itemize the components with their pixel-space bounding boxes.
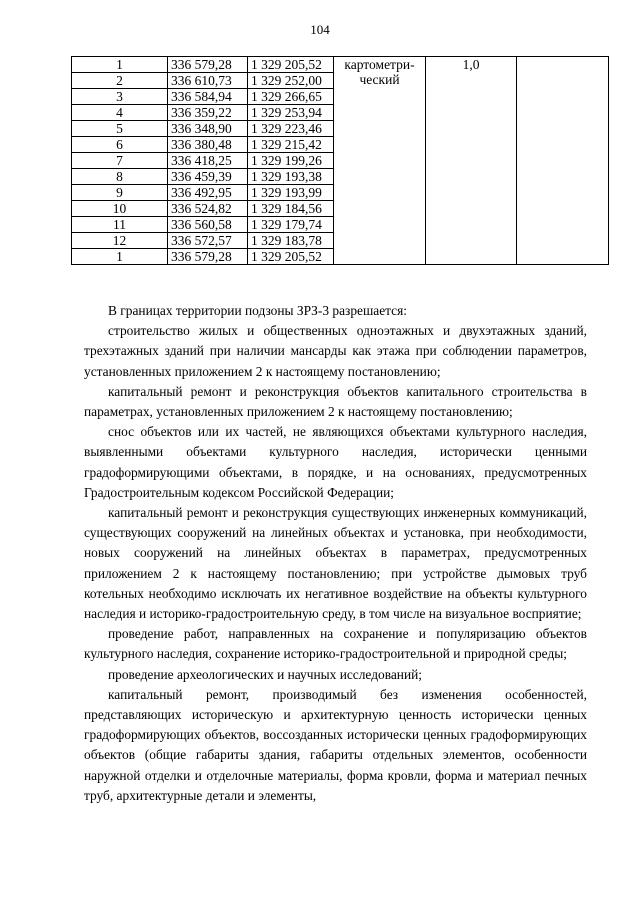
y-coordinate-cell: 1 329 205,52 <box>248 57 334 73</box>
x-coordinate-cell: 336 524,82 <box>168 201 248 217</box>
accuracy-cell: 1,0 <box>426 57 517 265</box>
x-coordinate-cell: 336 418,25 <box>168 153 248 169</box>
x-coordinate-cell: 336 610,73 <box>168 73 248 89</box>
empty-cell <box>517 57 609 265</box>
paragraph-item: снос объектов или их частей, не являющихся объектами культурного наследия, выявленными объектами культурного наследия, исторически ценными градоформирующими объектами, в порядке, и на основаниях, предусмотренных Градостроительным кодексом Российской Федерации; <box>84 424 587 500</box>
x-coordinate-cell: 336 380,48 <box>168 137 248 153</box>
x-coordinate-cell: 336 579,28 <box>168 249 248 265</box>
y-coordinate-cell: 1 329 193,38 <box>248 169 334 185</box>
point-number-cell: 8 <box>72 169 168 185</box>
x-coordinate-cell: 336 579,28 <box>168 57 248 73</box>
point-number-cell: 4 <box>72 105 168 121</box>
x-coordinate-cell: 336 348,90 <box>168 121 248 137</box>
page-number: 104 <box>310 22 330 37</box>
point-number-cell: 3 <box>72 89 168 105</box>
paragraph-item: капитальный ремонт и реконструкция объектов капитального строительства в параметрах, установленных приложением 2 к настоящему постановлению; <box>84 383 587 420</box>
method-text: картометри- <box>344 57 415 72</box>
table-row <box>72 57 609 73</box>
point-number-cell: 1 <box>72 57 168 73</box>
y-coordinate-cell: 1 329 215,42 <box>248 137 334 153</box>
body-text <box>84 301 587 806</box>
method-text: ческий <box>359 72 400 87</box>
point-number-cell: 5 <box>72 121 168 137</box>
y-coordinate-cell: 1 329 223,46 <box>248 121 334 137</box>
x-coordinate-cell: 336 359,22 <box>168 105 248 121</box>
paragraph-item: капитальный ремонт и реконструкция существующих инженерных коммуникаций, существующих сооружений на линейных объектах и установка, при необходимости, новых сооружений на линейных объектах в параметрах, предусмотренных приложением 2 к настоящему постановлению; при устройстве дымовых труб котельных необходимо исключать их негативное воздействие на объекты культурного наследия и историко-градостроительную среду, в том числе на визуальное восприятие; <box>84 505 587 622</box>
point-number-cell: 12 <box>72 233 168 249</box>
x-coordinate-cell: 336 572,57 <box>168 233 248 249</box>
x-coordinate-cell: 336 492,95 <box>168 185 248 201</box>
x-coordinate-cell: 336 459,39 <box>168 169 248 185</box>
point-number-cell: 7 <box>72 153 168 169</box>
point-number-cell: 1 <box>72 249 168 265</box>
y-coordinate-cell: 1 329 252,00 <box>248 73 334 89</box>
y-coordinate-cell: 1 329 205,52 <box>248 249 334 265</box>
paragraph-intro: В границах территории подзоны ЗРЗ-3 разрешается: <box>108 303 407 318</box>
paragraph-item: строительство жилых и общественных одноэтажных и двухэтажных зданий, трехэтажных зданий при наличии мансарды как этажа при соблюдении параметров, установленных приложением 2 к настоящему постановлению; <box>84 323 587 379</box>
y-coordinate-cell: 1 329 184,56 <box>248 201 334 217</box>
point-number-cell: 10 <box>72 201 168 217</box>
paragraph-item: проведение работ, направленных на сохранение и популяризацию объектов культурного наследия, сохранение историко-градостроительной и природной среды; <box>84 626 587 662</box>
point-number-cell: 11 <box>72 217 168 233</box>
y-coordinate-cell: 1 329 193,99 <box>248 185 334 201</box>
point-number-cell: 6 <box>72 137 168 153</box>
x-coordinate-cell: 336 584,94 <box>168 89 248 105</box>
point-number-cell: 9 <box>72 185 168 201</box>
y-coordinate-cell: 1 329 179,74 <box>248 217 334 233</box>
y-coordinate-cell: 1 329 199,26 <box>248 153 334 169</box>
paragraph-item: капитальный ремонт, производимый без изменения особенностей, представляющих историческую и архитектурную ценность исторически ценных градоформирующих объектов, воссозданных исторически ценных градоформирующих объектов (общие габариты здания, габариты отдельных элементов, особенности наружной отделки и отделочные материалы, форма кровли, форма и материал печных труб, архитектурные детали и элементы, <box>84 686 587 803</box>
paragraph-item: проведение археологических и научных исследований; <box>108 666 423 682</box>
y-coordinate-cell: 1 329 183,78 <box>248 233 334 249</box>
y-coordinate-cell: 1 329 266,65 <box>248 89 334 105</box>
y-coordinate-cell: 1 329 253,94 <box>248 105 334 121</box>
point-number-cell: 2 <box>72 73 168 89</box>
x-coordinate-cell: 336 560,58 <box>168 217 248 233</box>
coordinates-table <box>71 56 609 265</box>
method-cell <box>334 57 426 265</box>
